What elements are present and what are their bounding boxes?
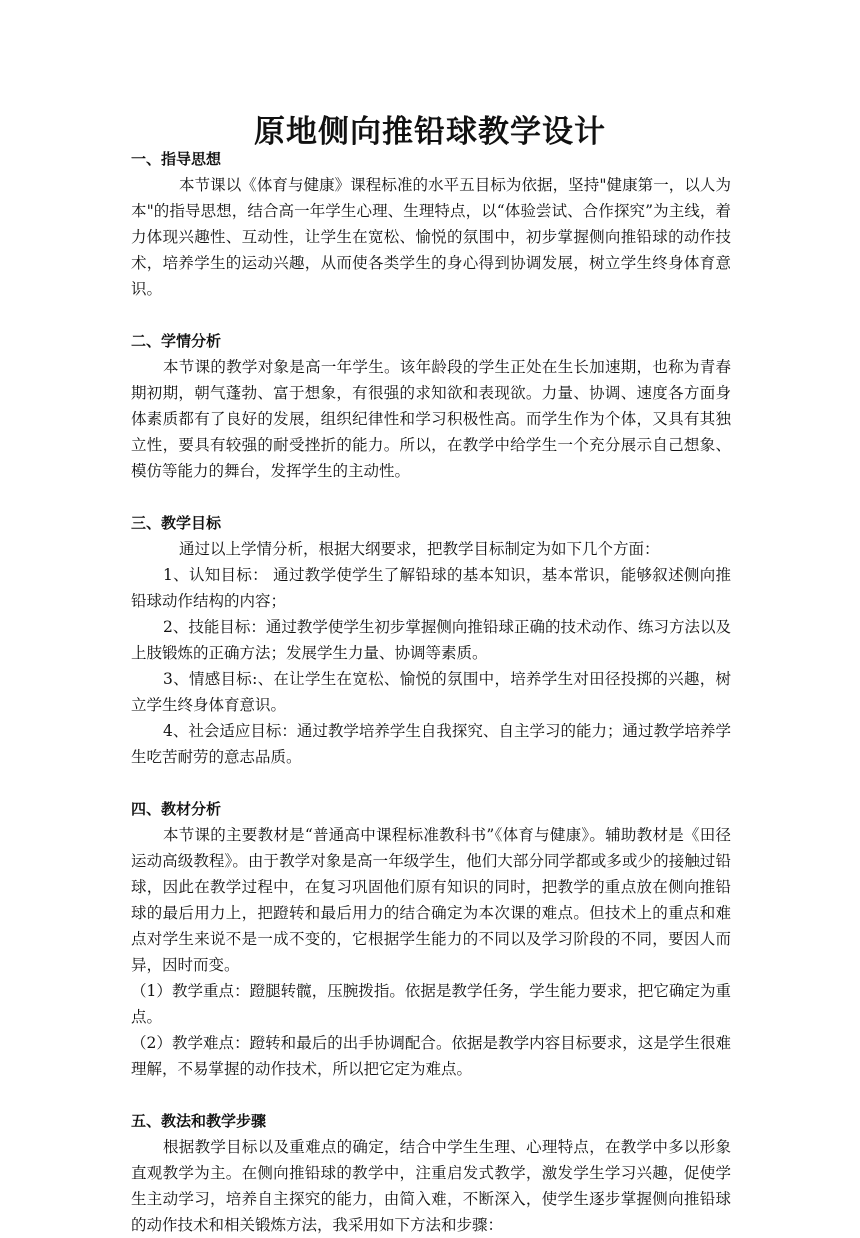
section-heading-guiding-ideology: 一、指导思想 [131,150,222,168]
section-heading-methods-steps: 五、教法和教学步骤 [131,1112,267,1130]
page-title: 原地侧向推铅球教学设计 [254,114,606,150]
paragraph: 通过以上学情分析，根据大纲要求，把教学目标制定为如下几个方面： [179,540,660,558]
document-body [131,146,731,1238]
section-heading-teaching-goals: 三、教学目标 [131,514,222,532]
spacer [131,1082,731,1108]
paragraph: 本节课以《体育与健康》课程标准的水平五目标为依据，坚持"健康第一，以人为本"的指导思想，结合高一年学生心理、生理特点，以“体验尝试、合作探究”为主线，着力体现兴趣性、互动性，让学生在宽松、愉悦的氛围中，初步掌握侧向推铅球的动作技术，培养学生的运动兴趣，从而使各类学生的身心得到协调发展，树立学生终身体育意识。 [131,176,731,298]
goal-item: 1、认知目标： 通过教学使学生了解铅球的基本知识，基本常识，能够叙述侧向推铅球动作结构的内容； [131,566,731,610]
difficult-point: （2）教学难点：蹬转和最后的出手协调配合。依据是教学内容目标要求，这是学生很难理解，不易掌握的动作技术，所以把它定为难点。 [131,1034,731,1078]
section-heading-student-analysis: 二、学情分析 [131,332,222,350]
key-point: （1）教学重点：蹬腿转髋，压腕拨指。依据是教学任务，学生能力要求，把它确定为重点。 [131,982,731,1026]
goal-item: 2、技能目标：通过教学使学生初步掌握侧向推铅球正确的技术动作、练习方法以及上肢锻炼的正确方法；发展学生力量、协调等素质。 [131,618,731,662]
paragraph: 根据教学目标以及重难点的确定，结合中学生生理、心理特点，在教学中多以形象直观教学为主。在侧向推铅球的教学中，注重启发式教学，激发学生学习兴趣，促使学生主动学习，培养自主探究的能力，由简入难，不断深入，使学生逐步掌握侧向推铅球的动作技术和相关锻炼方法，我采用如下方法和步骤： [131,1138,731,1234]
spacer [131,770,731,796]
spacer [131,484,731,510]
spacer [131,302,731,328]
goal-item: 4、社会适应目标：通过教学培养学生自我探究、自主学习的能力；通过教学培养学生吃苦耐劳的意志品质。 [131,722,731,766]
paragraph: 本节课的教学对象是高一年学生。该年龄段的学生正处在生长加速期，也称为青春期初期，朝气蓬勃、富于想象，有很强的求知欲和表现欲。力量、协调、速度各方面身体素质都有了良好的发展，组织纪律性和学习积极性高。而学生作为个体，又具有其独立性，要具有较强的耐受挫折的能力。所以，在教学中给学生一个充分展示自己想象、模仿等能力的舞台，发挥学生的主动性。 [131,358,731,480]
paragraph: 本节课的主要教材是“普通高中课程标准教科书”《体育与健康》。辅助教材是《田径运动高级教程》。由于教学对象是高一年级学生，他们大部分同学都或多或少的接触过铅球，因此在教学过程中，在复习巩固他们原有知识的同时，把教学的重点放在侧向推铅球的最后用力上，把蹬转和最后用力的结合确定为本次课的难点。但技术上的重点和难点对学生来说不是一成不变的，它根据学生能力的不同以及学习阶段的不同，要因人而异，因时而变。 [131,826,731,974]
goal-item: 3、情感目标:、在让学生在宽松、愉悦的氛围中，培养学生对田径投掷的兴趣，树立学生终身体育意识。 [131,670,731,714]
section-heading-material-analysis: 四、教材分析 [131,800,222,818]
